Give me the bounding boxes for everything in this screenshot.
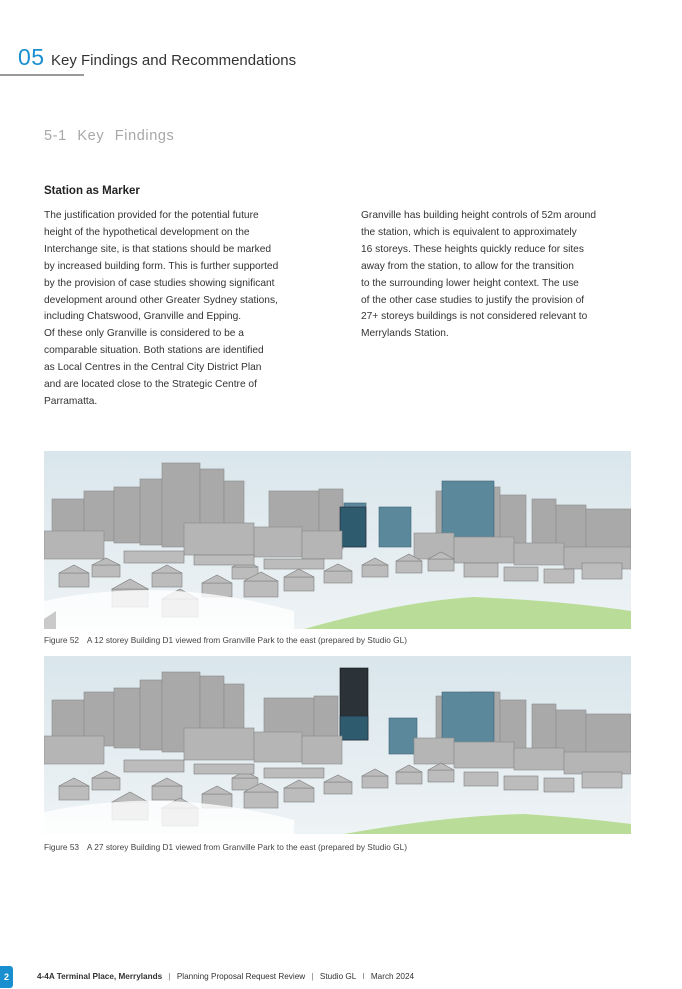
footer-project: 4-4A Terminal Place, Merrylands [37,972,163,981]
text-line: 16 storeys. These heights quickly reduce for sites [361,243,584,255]
text-line: including Chatswood, Granville and Epping. [44,311,242,323]
footer-author: Studio GL [319,972,357,981]
text-line: development around other Greater Sydney stations, [44,294,278,306]
text-line: away from the station, to allow for the transition [361,260,574,272]
header-rule [0,74,84,76]
text-line: as Local Centres in the Central City District Plan [44,362,262,374]
body-column-left [44,208,334,411]
text-line: Of these only Granville is considered to be a [44,328,244,340]
subheading: Station as Marker [44,185,140,197]
chapter-title: Key Findings and Recommendations [51,52,297,69]
massing-render-12-storey [44,451,631,629]
text-line: 27+ storeys buildings is not considered relevant to [361,311,588,323]
massing-render-27-storey [44,656,631,834]
footer-text [37,972,414,981]
figure-caption-text: A 27 storey Building D1 viewed from Granville Park to the east (prepared by Studio GL) [86,842,407,852]
figure-label: Figure 53 [44,842,80,852]
text-line: Interchange site, is that stations should be marked [44,243,272,255]
body-column-right [361,208,651,343]
figure-52-image [44,451,631,629]
figure-53-image [44,656,631,834]
text-line: of the other case studies to justify the provision of [361,294,585,306]
figure-52-caption [44,635,407,645]
figure-caption-text: A 12 storey Building D1 viewed from Granville Park to the east (prepared by Studio GL) [86,635,407,645]
chapter-header [0,44,682,80]
footer-separator: | [311,972,314,981]
chapter-number: 05 [18,44,45,70]
page-footer [0,966,682,988]
text-line: The justification provided for the potential future [44,210,259,221]
text-line: Granville has building height controls of 52m around [361,210,597,221]
figure-label: Figure 52 [44,635,80,645]
text-line: to the surrounding lower height context. The use [361,277,579,289]
text-line: Parramatta. [44,395,98,407]
footer-separator: | [168,972,171,981]
text-line: Merrylands Station. [361,328,449,340]
footer-separator: I [362,972,365,981]
text-line: comparable situation. Both stations are identified [44,345,264,357]
page-number: 2 [0,966,13,988]
text-line: height of the hypothetical development on the [44,226,250,238]
text-line: and are located close to the Strategic Centre of [44,379,257,391]
text-line: the station, which is equivalent to approximately [361,226,577,238]
text-line: by the provision of case studies showing significant [44,277,275,289]
text-line: by increased building form. This is further supported [44,260,279,272]
figure-53-caption [44,842,407,852]
proposed-building-d1 [340,507,366,547]
section-title: 5-1 Key Findings [44,128,175,144]
footer-date: March 2024 [370,972,415,981]
footer-document: Planning Proposal Request Review [176,972,306,981]
